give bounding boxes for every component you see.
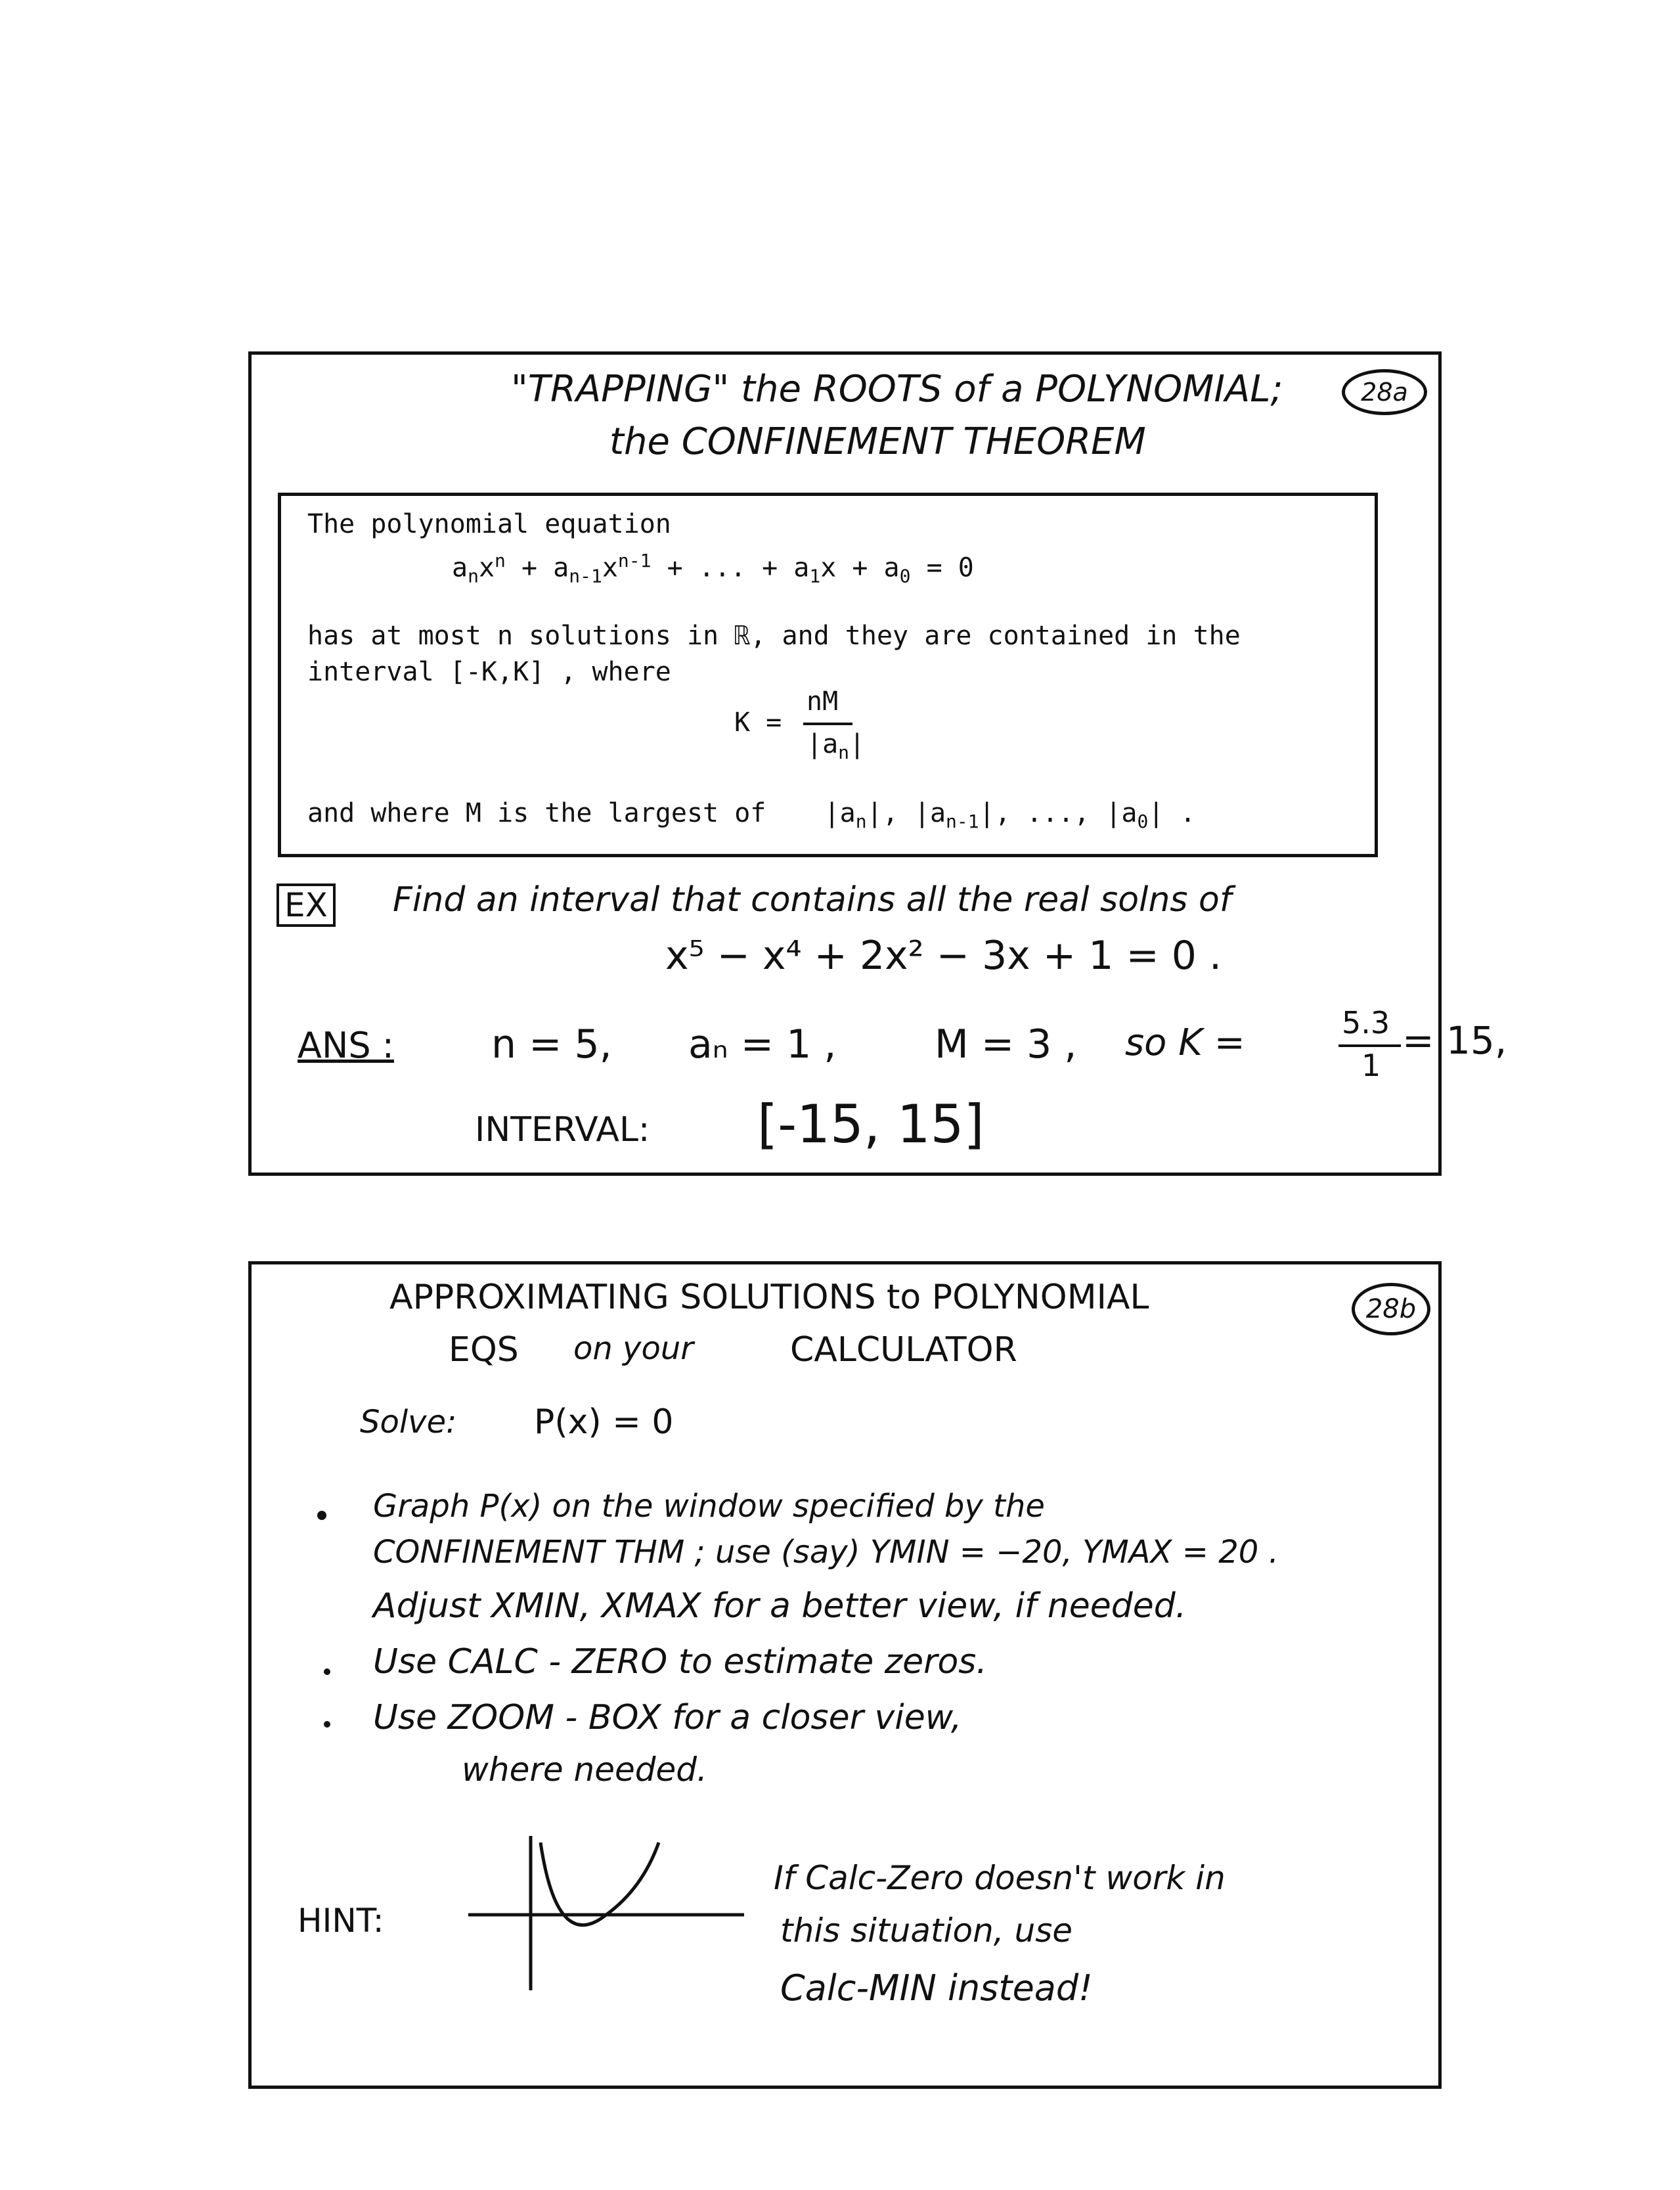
eq-x2: x [602, 552, 618, 583]
solve-equation: P(x) = 0 [534, 1402, 674, 1442]
line4-a: |a [824, 798, 856, 828]
ans-an: aₙ = 1 , [688, 1021, 837, 1067]
line4-end: | . [1148, 798, 1196, 828]
k-den-end: | [849, 729, 866, 759]
k-numerator: nM [807, 686, 839, 717]
hint-line2: this situation, use [780, 1911, 1073, 1950]
interval-value: [-15, 15] [757, 1094, 984, 1155]
card-28a [248, 351, 1442, 1176]
eq-rhs: = 0 [926, 552, 974, 583]
bullet3-line2: where needed. [462, 1751, 707, 1789]
line4-mid2: |, ..., |a [979, 798, 1138, 828]
ans-k-num: 5.3 [1342, 1005, 1390, 1040]
card-28b [248, 1261, 1442, 2089]
ans-k-den: 1 [1361, 1048, 1381, 1083]
eq-plus-a: + a [521, 552, 569, 583]
line4-prefix: and where M is the largest of [307, 798, 766, 828]
hint-line3: Calc-MIN instead! [780, 1967, 1093, 2009]
ans-m: M = 3 , [935, 1021, 1077, 1067]
card-b-badge [1352, 1283, 1430, 1335]
parabola-sketch-icon [468, 1826, 744, 1997]
k-fraction-bar [803, 723, 852, 725]
line4-sub-n1: n-1 [946, 811, 979, 832]
card-a-badge-text: 28a [1361, 378, 1408, 407]
theorem-line3: interval [-K,K] , where [307, 657, 671, 687]
ans-so-k: so K = [1125, 1021, 1245, 1064]
eq-sub-n1: n-1 [569, 565, 602, 587]
card-a-title-line1: "TRAPPING" the ROOTS of a POLYNOMIAL; [511, 368, 1283, 411]
ex-prompt: Find an interval that contains all the real solns of [393, 880, 1232, 920]
theorem-equation [452, 550, 974, 587]
solve-label: Solve: [360, 1404, 457, 1441]
hint-line1: If Calc-Zero doesn't work in [774, 1859, 1226, 1897]
bullet-2 [324, 1668, 330, 1675]
card-b-title-on-your: on your [573, 1330, 694, 1367]
hint-label: HINT: [298, 1902, 384, 1940]
eq-sub-0: 0 [899, 565, 911, 587]
interval-label: INTERVAL: [475, 1110, 650, 1150]
line4-mid1: |, |a [866, 798, 946, 828]
k-den-a: |a [807, 729, 839, 759]
eq-sub-1: 1 [809, 565, 821, 587]
ex-equation: x⁵ − x⁴ + 2x² − 3x + 1 = 0 . [665, 933, 1222, 979]
ans-n: n = 5, [491, 1021, 612, 1067]
ex-tag: EX [276, 883, 336, 927]
k-label: K = [734, 707, 782, 738]
line4-sub-n: n [855, 811, 867, 832]
eq-sub-n: n [468, 565, 479, 587]
eq-x: x [478, 552, 495, 583]
line4-sub-0: 0 [1137, 811, 1149, 832]
k-denominator [807, 729, 865, 763]
theorem-line4 [307, 798, 1196, 832]
eq-a: a [452, 552, 468, 583]
bullet-3 [324, 1721, 330, 1728]
bullet2-text: Use CALC - ZERO to estimate zeros. [373, 1642, 987, 1682]
ans-label: ANS : [298, 1025, 394, 1066]
card-b-title-eqs: EQS [449, 1330, 519, 1370]
card-b-title-line1: APPROXIMATING SOLUTIONS to POLYNOMIAL [389, 1278, 1149, 1317]
card-b-title-calculator: CALCULATOR [790, 1330, 1017, 1370]
bullet-1 [317, 1511, 326, 1520]
ans-k-result: = 15, [1402, 1018, 1507, 1063]
bullet1-line2: CONFINEMENT THM ; use (say) YMIN = −20, YMAX = 20 . [373, 1534, 1279, 1571]
card-a-badge [1342, 369, 1427, 415]
k-den-sub: n [838, 742, 850, 763]
theorem-line2: has at most n solutions in ℝ, and they are contained in the [307, 621, 1241, 651]
eq-middle: + ... + a [667, 552, 810, 583]
eq-x-plus-a: x + a [820, 552, 900, 583]
bullet1-line3: Adjust XMIN, XMAX for a better view, if needed. [373, 1586, 1187, 1626]
card-a-title-line2: the CONFINEMENT THEOREM [609, 420, 1146, 463]
ans-k-bar [1338, 1044, 1401, 1047]
theorem-box [278, 493, 1378, 857]
bullet3-line1: Use ZOOM - BOX for a closer view, [373, 1698, 962, 1737]
card-b-badge-text: 28b [1365, 1294, 1417, 1324]
eq-sup-n1: n-1 [617, 550, 652, 571]
bullet1-line1: Graph P(x) on the window specified by the [373, 1488, 1045, 1525]
eq-sup-n: n [495, 550, 506, 571]
theorem-intro: The polynomial equation [307, 509, 671, 539]
